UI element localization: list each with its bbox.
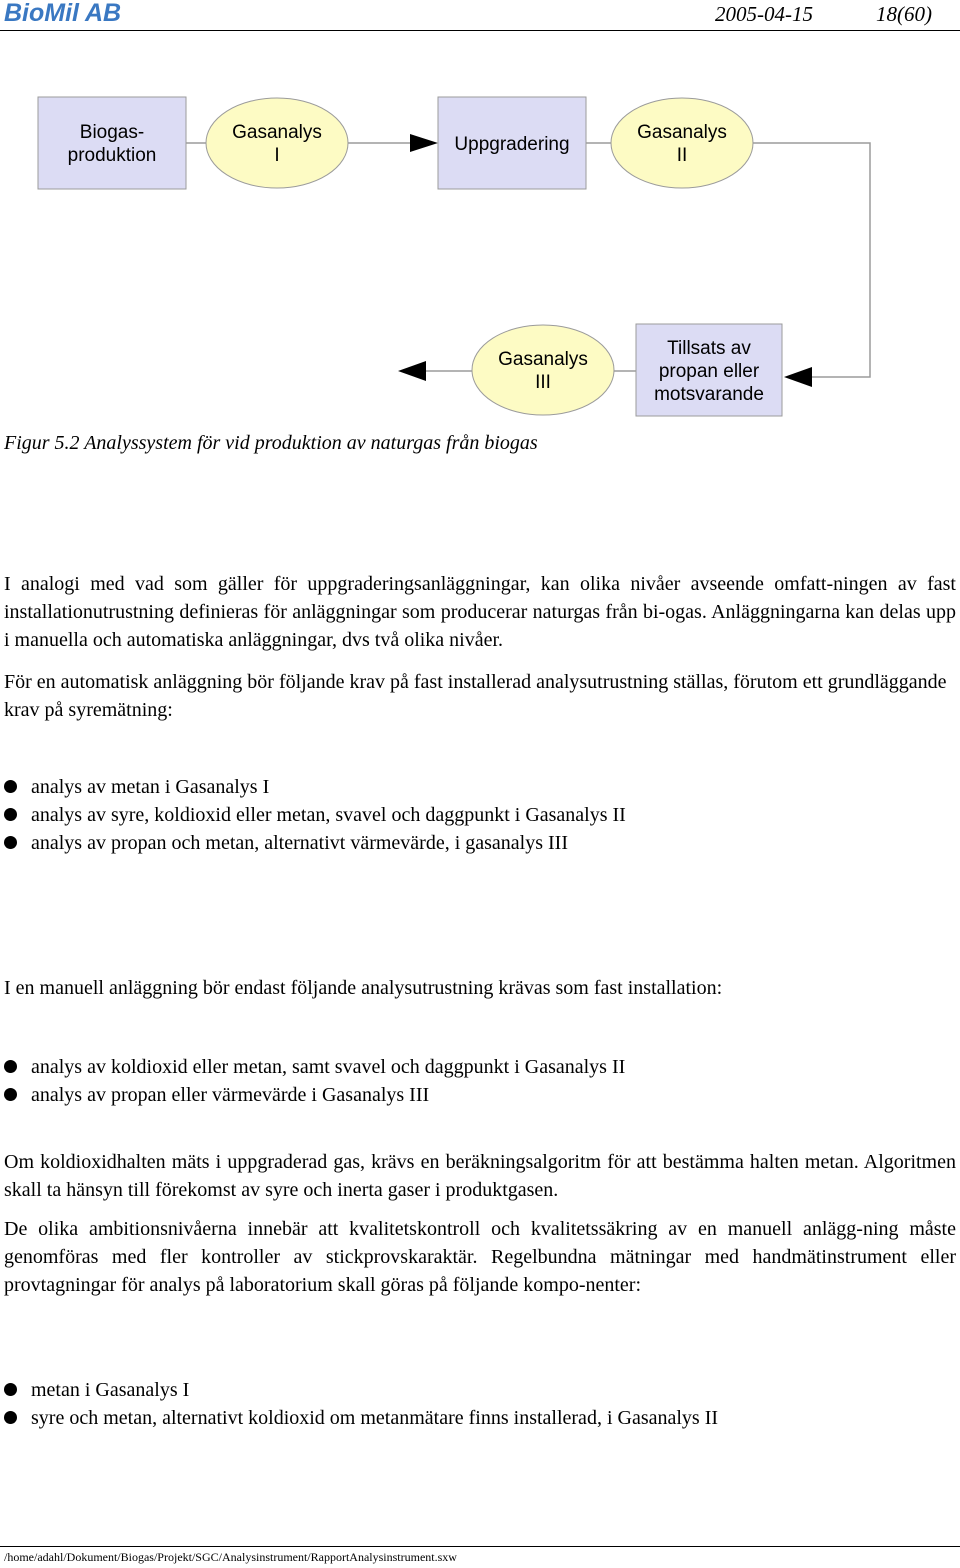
manual-requirements-list [4,1053,625,1109]
list-item: analys av syre, koldioxid eller metan, svavel och daggpunkt i Gasanalys II [4,801,626,829]
node-gas-analysis-3 [472,325,614,415]
header-rule [0,30,960,31]
analysis-system-diagram [0,80,960,430]
list-item: syre och metan, alternativt koldioxid om metanmätare finns installerad, i Gasanalys II [4,1404,718,1432]
page-header [0,0,960,30]
paragraph-automatic-plant: För en automatisk anläggning bör följande krav på fast installerad analysutrustning ställas, förutom ett grundläggande krav på syremätning: [4,671,947,721]
node-biogas-label-1: Biogas- [79,122,145,143]
node-gas1-label-2: I [274,145,280,166]
node-biogas-label-2: produktion [67,145,157,166]
header-page-number: 18(60) [876,2,932,26]
node-addition-label-3: motsvarande [654,384,764,405]
header-date: 2005-04-15 [715,2,813,26]
node-gas3-label-2: III [535,372,551,393]
list-item: analys av propan eller värmevärde i Gasanalys III [4,1081,625,1109]
arrow-to-addition-icon [784,367,812,387]
node-upgrade-label: Uppgradering [454,134,570,155]
node-gas2-label-2: II [676,145,688,166]
bullet-icon [4,1088,17,1101]
bullet-icon [4,836,17,849]
footer-file-path: /home/adahl/Dokument/Biogas/Projekt/SGC/Analysinstrument/RapportAnalysinstrument.sxw [4,1550,457,1564]
footer-rule [0,1546,960,1547]
node-biogas-production [38,97,186,189]
paragraph-ambition-levels: De olika ambitionsnivåerna innebär att kvalitetskontroll och kvalitetssäkring av en manuell anlägg-ning måste genomföras med fler kontroller av stickprovskaraktär. Regelbundna mätningar med handmätinstrument eller provtagningar för analys på laboratorium skall göras på följande kompo-nenter: [4,1218,956,1296]
bullet-icon [4,780,17,793]
bullet-icon [4,1060,17,1073]
automatic-requirements-list [4,773,626,857]
list-item: analys av propan och metan, alternativt värmevärde, i gasanalys III [4,829,626,857]
list-item: analys av koldioxid eller metan, samt svavel och daggpunkt i Gasanalys II [4,1053,625,1081]
node-gas-analysis-2 [611,98,753,188]
figure-caption: Figur 5.2 Analyssystem för vid produktion av naturgas från biogas [4,432,538,454]
node-addition-label-1: Tillsats av [667,338,751,359]
node-gas-analysis-1 [206,98,348,188]
paragraph-manual-plant: I en manuell anläggning bör endast följande analysutrustning krävas som fast installation: [4,977,723,999]
arrow-to-upgrade-icon [410,134,438,152]
bullet-icon [4,1411,17,1424]
list-item: analys av metan i Gasanalys I [4,773,626,801]
bullet-icon [4,1383,17,1396]
node-addition-label-2: propan eller [658,361,760,382]
list-item: metan i Gasanalys I [4,1376,718,1404]
node-gas3-label-1: Gasanalys [498,349,588,370]
node-gas1-label-1: Gasanalys [232,122,322,143]
arrow-output-icon [398,361,426,381]
brand-logo-text: BioMil AB [4,0,122,27]
paragraph-levels: I analogi med vad som gäller för uppgraderingsanläggningar, kan olika nivåer avseende omfatt-ningen av fast installationutrustning definieras för anläggningar som producerar naturgas från bi-ogas. Anläggningarna kan delas upp i manuella och automatiska anläggningar, dvs två olika nivåer. [4,573,956,651]
paragraph-co2-algorithm: Om koldioxidhalten mäts i uppgraderad gas, krävs en beräkningsalgoritm för att bestämma halten metan. Algoritmen skall ta hänsyn till förekomst av syre och inerta gaser i produktgasen. [4,1151,956,1201]
bullet-icon [4,808,17,821]
node-gas2-label-1: Gasanalys [637,122,727,143]
component-check-list [4,1376,718,1432]
